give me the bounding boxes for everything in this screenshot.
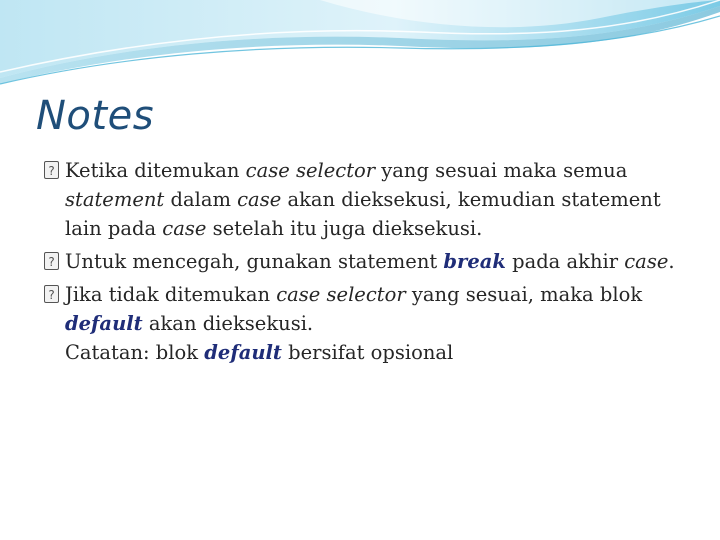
slide-title: Notes	[36, 93, 155, 139]
missing-glyph-bullet-icon	[44, 252, 59, 270]
bullet-text: dalam	[164, 188, 238, 211]
missing-glyph-bullet-icon	[44, 285, 59, 303]
keyword-default: default	[204, 341, 282, 364]
term-statement: statement	[65, 188, 165, 211]
bullet-text: yang sesuai, maka blok	[405, 283, 643, 306]
term-case: case	[162, 217, 207, 240]
bullet-item	[44, 280, 684, 338]
keyword-default: default	[65, 312, 143, 335]
bullet-text: akan dieksekusi.	[142, 312, 314, 335]
note-line	[44, 338, 684, 367]
bullet-text: Untuk mencegah, gunakan statement	[65, 250, 444, 273]
bullet-item	[44, 247, 684, 276]
missing-glyph-bullet-icon	[44, 161, 59, 179]
bullet-text: setelah itu juga dieksekusi.	[206, 217, 483, 240]
bullet-text: Jika tidak ditemukan	[65, 283, 277, 306]
term-case-selector: case selector	[276, 283, 406, 306]
bullet-text: .	[668, 250, 675, 273]
note-text: Catatan: blok	[65, 341, 205, 364]
bullet-text: akan dieksekusi, kemudian statement lain pada	[65, 188, 661, 240]
bullet-text: yang sesuai maka semua	[375, 159, 628, 182]
header-wave-decoration	[0, 0, 720, 90]
bullet-list	[44, 156, 684, 371]
term-case-selector: case selector	[245, 159, 376, 182]
term-case: case	[237, 188, 282, 211]
bullet-item	[44, 156, 684, 243]
keyword-break: break	[443, 250, 506, 273]
bullet-text: pada akhir	[505, 250, 625, 273]
note-text: bersifat opsional	[281, 341, 454, 364]
bullet-text: Ketika ditemukan	[65, 159, 246, 182]
term-case: case	[624, 250, 669, 273]
